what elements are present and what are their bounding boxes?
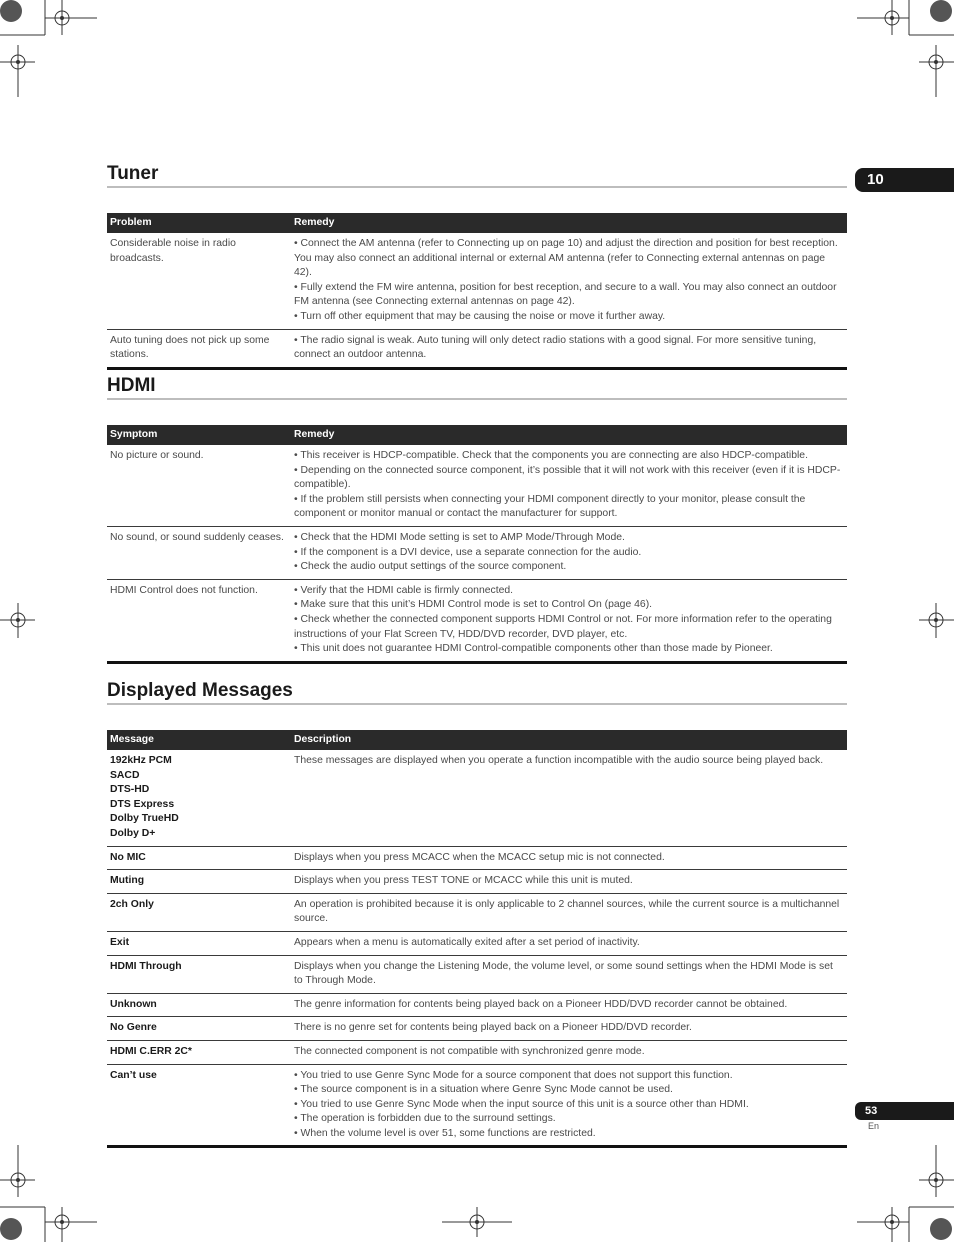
hdmi-table xyxy=(107,425,847,664)
remedy-line: • If the problem still persists when connecting your HDMI component directly to your monitor, please consult the component or monitor manual or contact the manufacturer for support. xyxy=(294,493,806,520)
table-row xyxy=(107,993,847,1017)
chapter-tab: 10 xyxy=(855,168,954,192)
description-cell: There is no genre set for contents being played back on a Pioneer HDD/DVD recorder. xyxy=(291,1017,847,1041)
message-cell: HDMI Through xyxy=(107,955,291,993)
message-cell: No MIC xyxy=(107,846,291,870)
description-line: • The source component is in a situation where Genre Sync Mode cannot be used. xyxy=(294,1084,673,1096)
remedy-line: • This receiver is HDCP-compatible. Check that the components you are connecting are also HDCP-compatible. xyxy=(294,450,808,461)
tuner-table xyxy=(107,213,847,370)
description-line: • The operation is forbidden due to the surround settings. xyxy=(294,1113,556,1125)
remedy-line: • The radio signal is weak. Auto tuning will only detect radio stations with a good signal. For more sensitive tuning, connect an outdoor antenna. xyxy=(294,334,817,361)
remedy-line: • Make sure that this unit’s HDMI Control mode is set to Control On (page 46). xyxy=(294,599,653,611)
description-line: • You tried to use Genre Sync Mode when the input source of this unit is a source other than HDMI. xyxy=(294,1098,749,1110)
problem-cell: Considerable noise in radio broadcasts. xyxy=(107,233,291,329)
messages-table xyxy=(107,730,847,1148)
message-cell xyxy=(107,750,291,846)
description-line: These messages are displayed when you operate a function incompatible with the audio source being played back. xyxy=(294,755,824,766)
table-row xyxy=(107,233,847,329)
remedy-line: • Fully extend the FM wire antenna, position for best reception, and secure to a wall. You may also connect an outdoor FM antenna (see Connecting external antennas on page 42). xyxy=(294,281,837,308)
description-line: • You tried to use Genre Sync Mode for a source component that does not support this function. xyxy=(294,1069,733,1081)
hdmi-heading: HDMI xyxy=(107,375,847,400)
description-cell xyxy=(291,1064,847,1147)
message-name: Dolby D+ xyxy=(110,827,156,839)
symptom-cell: No picture or sound. xyxy=(107,445,291,526)
table-row xyxy=(107,1064,847,1147)
remedy-line: • This unit does not guarantee HDMI Control-compatible components other than those made by Pioneer. xyxy=(294,643,773,655)
message-cell: Can’t use xyxy=(107,1064,291,1147)
message-name: SACD xyxy=(110,769,140,781)
message-cell: Exit xyxy=(107,931,291,955)
table-row xyxy=(107,445,847,526)
remedy-line: • If the component is a DVI device, use a separate connection for the audio. xyxy=(294,546,642,558)
remedy-line: • Connect the AM antenna (refer to Connecting up on page 10) and adjust the direction and position for best reception. You may also connect an additional internal or external AM antenna (refer to Connecting external antennas on page 42). xyxy=(294,238,838,279)
message-name: DTS Express xyxy=(110,798,175,810)
table-row xyxy=(107,329,847,368)
remedy-line: • Turn off other equipment that may be causing the noise or move it further away. xyxy=(294,310,666,322)
message-cell: Muting xyxy=(107,870,291,894)
tuner-heading: Tuner xyxy=(107,163,847,188)
message-name: DTS-HD xyxy=(110,784,150,796)
description-cell: Appears when a menu is automatically exited after a set period of inactivity. xyxy=(291,931,847,955)
description-cell: Displays when you change the Listening Mode, the volume level, or some sound settings when the HDMI Mode is set to Through Mode. xyxy=(291,955,847,993)
remedy-cell xyxy=(291,329,847,368)
remedy-cell xyxy=(291,579,847,662)
table-row xyxy=(107,526,847,579)
table-row xyxy=(107,893,847,931)
remedy-line: • Check that the HDMI Mode setting is set to AMP Mode/Through Mode. xyxy=(294,531,625,543)
language-code: En xyxy=(868,1121,880,1131)
problem-cell: Auto tuning does not pick up some stations. xyxy=(107,329,291,368)
description-cell: Displays when you press TEST TONE or MCACC while this unit is muted. xyxy=(291,870,847,894)
remedy-line: • Check the audio output settings of the source component. xyxy=(294,561,567,573)
message-cell: 2ch Only xyxy=(107,893,291,931)
remedy-cell xyxy=(291,233,847,329)
messages-heading: Displayed Messages xyxy=(107,680,847,705)
description-cell: Displays when you press MCACC when the MCACC setup mic is not connected. xyxy=(291,846,847,870)
hdmi-header-remedy: Remedy xyxy=(291,425,847,445)
symptom-cell: HDMI Control does not function. xyxy=(107,579,291,662)
messages-header-message: Message xyxy=(107,730,291,750)
description-cell: The genre information for contents being played back on a Pioneer HDD/DVD recorder cannot be obtained. xyxy=(291,993,847,1017)
table-row xyxy=(107,846,847,870)
message-name: 192kHz PCM xyxy=(110,755,172,766)
table-row xyxy=(107,579,847,662)
tuner-header-problem: Problem xyxy=(107,213,291,233)
tuner-header-remedy: Remedy xyxy=(291,213,847,233)
hdmi-header-symptom: Symptom xyxy=(107,425,291,445)
message-name: Dolby TrueHD xyxy=(110,813,179,825)
description-cell: The connected component is not compatible with synchronized genre mode. xyxy=(291,1040,847,1064)
message-cell: No Genre xyxy=(107,1017,291,1041)
messages-header-description: Description xyxy=(291,730,847,750)
remedy-line: • Check whether the connected component supports HDMI Control or not. For more information refer to the operating instructions of your Flat Screen TV, HDD/DVD recorder, DVD player, etc. xyxy=(294,613,832,640)
message-cell: Unknown xyxy=(107,993,291,1017)
description-cell xyxy=(291,750,847,846)
description-cell: An operation is prohibited because it is only applicable to 2 channel sources, while the current source is a multichannel source. xyxy=(291,893,847,931)
table-row xyxy=(107,870,847,894)
message-cell: HDMI C.ERR 2C* xyxy=(107,1040,291,1064)
description-line: • When the volume level is over 51, some functions are restricted. xyxy=(294,1127,596,1139)
page-number: 53 xyxy=(855,1102,954,1120)
remedy-line: • Verify that the HDMI cable is firmly connected. xyxy=(294,584,514,596)
table-row xyxy=(107,750,847,846)
table-row xyxy=(107,931,847,955)
symptom-cell: No sound, or sound suddenly ceases. xyxy=(107,526,291,579)
table-row xyxy=(107,955,847,993)
remedy-cell xyxy=(291,526,847,579)
table-row xyxy=(107,1017,847,1041)
table-row xyxy=(107,1040,847,1064)
remedy-line: • Depending on the connected source component, it’s possible that it will not work with this receiver (even if it is HDCP-compatible). xyxy=(294,464,841,491)
remedy-cell xyxy=(291,445,847,526)
